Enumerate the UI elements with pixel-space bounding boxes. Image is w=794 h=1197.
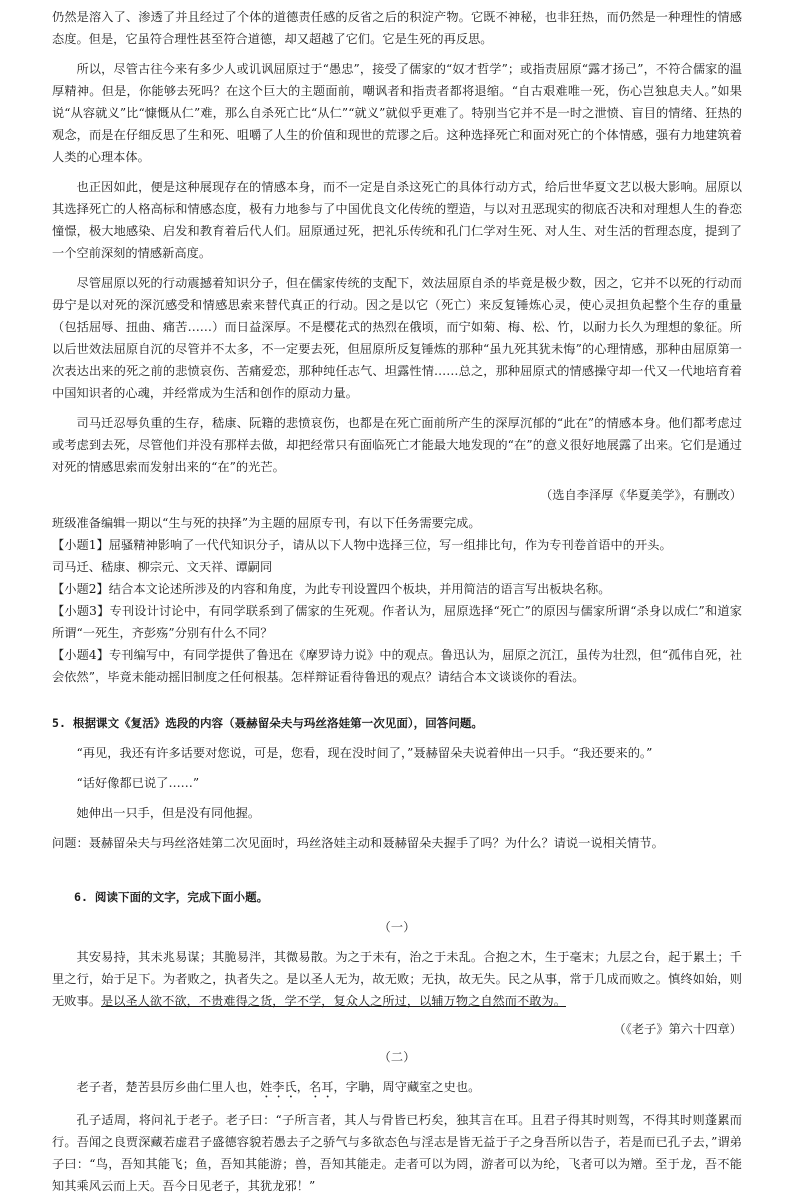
biography-paragraph-1 <box>52 1076 742 1101</box>
biography-text: 老子者，楚苦县厉乡曲仁里人也， <box>76 1080 261 1094</box>
question-6-title: 6. 阅读下面的文字，完成下面小题。 <box>74 890 269 904</box>
part-1-heading: （一） <box>378 920 416 934</box>
essay-paragraph-3: 也正因如此，便是这种展现存在的情感本身，而不一定是自杀这死亡的具体行动方式，给后世华夏文艺以极大影响。屈原以其选择死亡的人格高标和情感态度，极有力地参与了中国优良文化传统的塑造，与以对丑恶现实的彻底否决和对理想人生的眷恋憧憬，极大地感染、启发和教育着后代人们。屈原通过死，把礼乐传统和孔门仁学对生死、对人生、对生活的哲理态度，提到了一个空前深刻的情感新高度。 <box>52 180 742 260</box>
document-page <box>52 6 742 1197</box>
subquestion-1: 【小题1】屈骚精神影响了一代代知识分子，请从以下人物中选择三位，写一组排比句，作为专刊卷首语中的开头。 <box>52 538 672 552</box>
laozi-underlined-sentence: 是以圣人欲不欲，不贵难得之货，学不学，复众人之所过，以辅万物之自然而不敢为。 <box>100 994 566 1008</box>
part-2-heading: （二） <box>378 1050 416 1064</box>
essay-paragraph-5: 司马迁忍辱负重的生存，嵇康、阮籍的悲愤哀伤，也都是在死亡面前所产生的深厚沉郁的“此在”的情感本身。他们都考虑过或考虑到去死，尽管他们并没有那样去做，却把经常只有面临死亡才能最大地发现的“在”的意义很好地展露了出来。它们是通过对死的情感思索而发射出来的“在”的光芒。 <box>52 416 742 474</box>
biography-comma: ， <box>296 1080 310 1094</box>
emphasized-surname: 姓李氏 <box>260 1080 297 1094</box>
q5-dialogue-1: “再见，我还有许多话要对您说，可是，您看，现在没时间了，”聂赫留朵夫说着伸出一只手。“我还要来的。” <box>76 746 653 760</box>
biography-paragraph-2: 孔子适周，将问礼于老子。老子曰：“子所言者，其人与骨皆已朽矣，独其言在耳。且君子得其时则驾，不得其时则蓬累而行。吾闻之良贾深藏若虚君子盛德容貌若愚去子之骄气与多欲态色与淫志是皆无益于子之身吾所以告子，若是而已孔子去，”谓弟子曰：“鸟，吾知其能飞；鱼，吾知其能游；兽，吾知其能走。走者可以为罔，游者可以为纶，飞者可以为矰。至于龙，吾不能知其乘风云而上天。吾今日见老子，其犹龙邪！” <box>52 1113 742 1193</box>
task-intro: 班级准备编辑一期以“生与死的抉择”为主题的屈原专刊，有以下任务需要完成。 <box>52 516 481 530</box>
subquestion-3: 【小题3】专刊设计讨论中，有同学联系到了儒家的生死观。作者认为，屈原选择“死亡”的原因与儒家所谓“杀身以成仁”和道家所谓“一死生，齐彭殇”分别有什么不同？ <box>52 604 742 640</box>
essay-source: （选自李泽厚《华夏美学》，有删改） <box>540 488 742 502</box>
q5-question: 问题：聂赫留朵夫与玛丝洛娃第二次见面时，玛丝洛娃主动和聂赫留朵夫握手了吗？为什么？请说一说相关情节。 <box>52 836 664 850</box>
essay-paragraph-2: 所以，尽管古往今来有多少人或讥讽屈原过于“愚忠”，接受了儒家的“奴才哲学”；或指责屈原“露才扬己”，不符合儒家的温厚精神。但是，你能够去死吗？在这个巨大的主题面前，嘲讽者和指责者都将退缩。“自古艰难唯一死，伤心岂独息夫人。”如果说“从容就义”比“慷慨从仁”难，那么自杀死亡比“从仁”“就义”就似乎更难了。特别当它并不是一时之泄愤、盲目的情绪、狂热的观念，而是在仔细反思了生和死、咀嚼了人生的价值和现世的荒谬之后。这种选择死亡和面对死亡的个体情感，强有力地建筑着人类的心理本体。 <box>52 62 742 164</box>
emphasized-given-name: 名耳 <box>309 1080 334 1094</box>
question-5-title: 5. 根据课文《复活》选段的内容（聂赫留朵夫与玛丝洛娃第一次见面），回答问题。 <box>52 716 483 730</box>
essay-paragraph-4: 尽管屈原以死的行动震撼着知识分子，但在儒家传统的支配下，效法屈原自杀的毕竟是极少数，因之，它并不以死的行动而毋宁是以对死的深沉感受和情感思索来替代真正的行动。因之是以它（死亡）来反复锤炼心灵，使心灵担负起整个生存的重量（包括屈辱、扭曲、痛苦……）而日益深厚。不是樱花式的热烈在俄顷，而宁如菊、梅、松、竹，以耐力长久为理想的象征。所以后世效法屈原自沉的尽管并不太多，不一定要去死，但屈原所反复锤炼的那种“虽九死其犹未悔”的心理情感，那种由屈原第一次表达出来的死之前的悲愤哀伤、苦痛爱恋，那种纯任志气、坦露性情……总之，那种屈原式的情感操守却一代又一代地培育着中国知识者的心魂，并经常成为生活和创作的原动力量。 <box>52 276 742 400</box>
q5-dialogue-3: 她伸出一只手，但是没有同他握。 <box>76 806 261 820</box>
q5-dialogue-2: “话好像都已说了……” <box>76 776 200 790</box>
laozi-source: （《老子》第六十四章） <box>613 1022 742 1036</box>
subquestion-2: 【小题2】结合本文论述所涉及的内容和角度，为此专刊设置四个板块，并用简洁的语言写出板块名称。 <box>52 582 611 596</box>
subquestion-1-names: 司马迁、嵇康、柳宗元、文天祥、谭嗣同 <box>52 560 273 574</box>
subquestion-4: 【小题4】专刊编写中，有同学提供了鲁迅在《摩罗诗力说》中的观点。鲁迅认为，屈原之沉江，虽传为壮烈，但“孤伟自死，社会依然”，毕竟未能动摇旧制度之任何根基。怎样辩证看待鲁迅的观点？请结合本文谈谈你的看法。 <box>52 648 742 684</box>
essay-paragraph-1: 仍然是溶入了、渗透了并且经过了个体的道德责任感的反省之后的积淀产物。它既不神秘，也非狂热，而仍然是一种理性的情感态度。但是，它虽符合理性甚至符合道德，却又超越了它们。它是生死的再反思。 <box>52 10 742 46</box>
laozi-passage <box>52 946 742 1012</box>
laozi-text: 其安易持，其未兆易谋；其脆易泮，其微易散。为之于未有，治之于未乱。合抱之木，生于毫末；九层之台，起于累土；千里之行，始于足下。为者败之，执者失之。是以圣人无为，故无败；无执，故无失。民之从事，常于几成而败之。慎终如始，则无败事。 <box>52 950 742 1008</box>
biography-text-end: ，字聃，周守藏室之史也。 <box>333 1080 481 1094</box>
